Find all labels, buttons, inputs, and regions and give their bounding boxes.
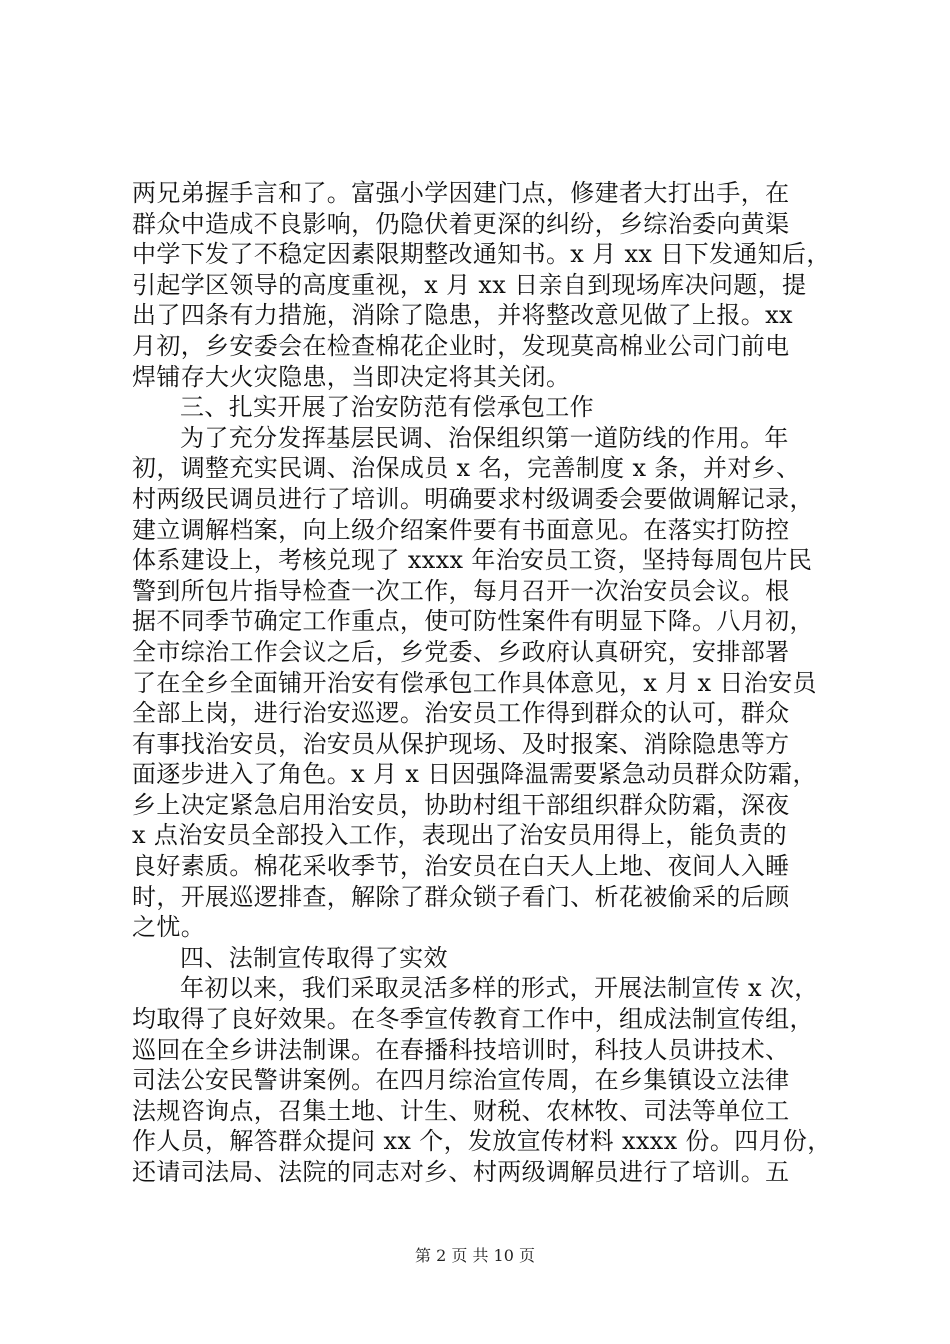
text-line: 良好素质。棉花采收季节，治安员在白天人上地、夜间人入睡 (132, 852, 790, 881)
paragraph-first-line: 年初以来，我们采取灵活多样的形式，开展法制宣传 x 次， (180, 974, 819, 1003)
text-line: 司法公安民警讲案例。在四月综治宣传周，在乡集镇设立法律 (132, 1066, 790, 1095)
text-line: 体系建设上，考核兑现了 xxxx 年治安员工资，坚持每周包片民 (132, 546, 813, 575)
text-line: 全部上岗，进行治安巡逻。治安员工作得到群众的认可，群众 (132, 699, 790, 728)
text-line: 引起学区领导的高度重视，x 月 xx 日亲自到现场库决问题，提 (132, 270, 807, 299)
text-line: 群众中造成不良影响，仍隐伏着更深的纠纷，乡综治委向黄渠 (132, 209, 790, 238)
page-footer: 第 2 页 共 10 页 (415, 1246, 535, 1265)
text-line: 月初，乡安委会在检查棉花企业时，发现莫高棉业公司门前电 (132, 331, 790, 360)
text-line: 全市综治工作会议之后，乡党委、乡政府认真研究，安排部署 (132, 637, 790, 666)
text-line: 时，开展巡逻排查，解除了群众锁子看门、析花被偷采的后顾 (132, 882, 790, 911)
text-line: 面逐步进入了角色。x 月 x 日因强降温需要紧急动员群众防霜， (132, 760, 817, 789)
section-heading-3: 三、扎实开展了治安防范有偿承包工作 (180, 393, 594, 422)
text-line: 有事找治安员，治安员从保护现场、及时报案、消除隐患等方 (132, 729, 790, 758)
text-line: x 点治安员全部投入工作，表现出了治安员用得上，能负责的 (132, 821, 787, 850)
text-line: 初，调整充实民调、治保成员 x 名，完善制度 x 条，并对乡、 (132, 454, 801, 483)
text-line: 两兄弟握手言和了。富强小学因建门点，修建者大打出手，在 (132, 179, 790, 207)
paragraph-first-line: 为了充分发挥基层民调、治保组织第一道防线的作用。年 (180, 423, 789, 452)
text-line: 村两级民调员进行了培训。明确要求村级调委会要做调解记录， (132, 484, 814, 513)
text-line: 法规咨询点，召集土地、计生、财税、农林牧、司法等单位工 (132, 1096, 790, 1125)
text-line: 之忧。 (132, 913, 206, 942)
document-body (132, 178, 832, 1188)
text-line: 还请司法局、法院的同志对乡、村两级调解员进行了培训。五 (132, 1158, 790, 1186)
text-line: 乡上决定紧急启用治安员，协助村组干部组织群众防霜，深夜 (132, 790, 790, 819)
text-line: 出了四条有力措施，消除了隐患，并将整改意见做了上报。xx (132, 301, 793, 330)
section-heading-4: 四、法制宣传取得了实效 (180, 943, 448, 972)
text-line: 了在全乡全面铺开治安有偿承包工作具体意见，x 月 x 日治安员 (132, 668, 817, 697)
text-line: 巡回在全乡讲法制课。在春播科技培训时，科技人员讲技术、 (132, 1035, 790, 1064)
text-line: 中学下发了不稳定因素限期整改通知书。x 月 xx 日下发通知后， (132, 240, 831, 269)
text-line: 焊铺存大火灾隐患，当即决定将其关闭。 (132, 362, 571, 391)
text-line: 警到所包片指导检查一次工作，每月召开一次治安员会议。根 (132, 576, 790, 605)
text-line: 均取得了良好效果。在冬季宣传教育工作中，组成法制宣传组， (132, 1005, 814, 1034)
text-line: 建立调解档案，向上级介绍案件要有书面意见。在落实打防控 (132, 515, 790, 544)
text-line: 作人员，解答群众提问 xx 个，发放宣传材料 xxxx 份。四月份， (132, 1127, 832, 1156)
text-line: 据不同季节确定工作重点，使可防性案件有明显下降。八月初， (132, 607, 814, 636)
